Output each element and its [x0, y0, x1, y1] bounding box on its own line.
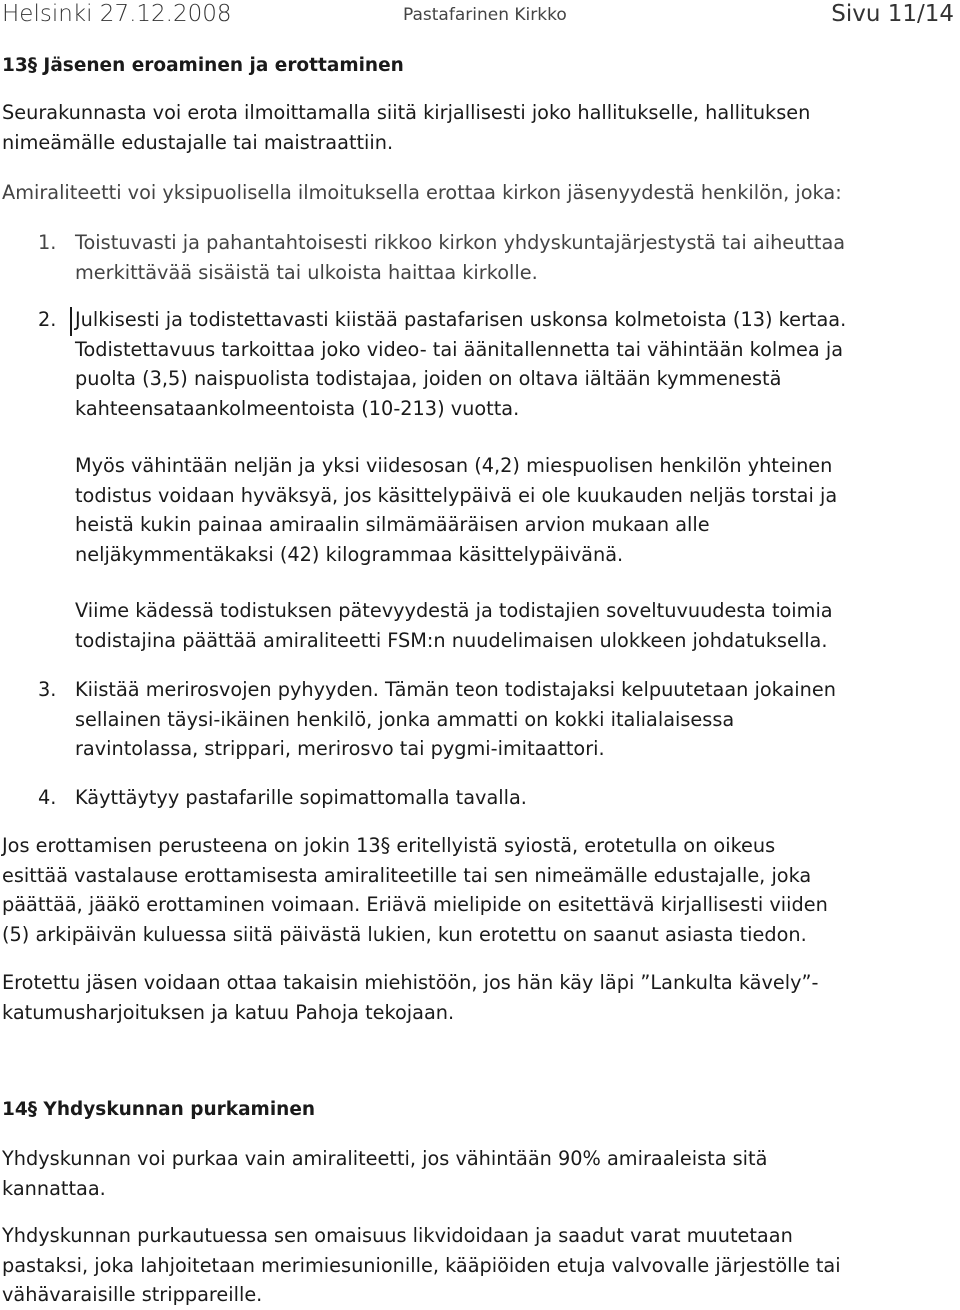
- section-13-paragraph-1: Seurakunnasta voi erota ilmoittamalla siitä kirjallisesti joko hallitukselle, hallituksen nimeämälle edustajalle tai maistraattiin.: [2, 101, 811, 154]
- text-cursor-mark: [70, 307, 72, 336]
- list-item-4-text: Käyttäytyy pastafarille sopimattomalla tavalla.: [75, 786, 527, 809]
- section-13-paragraph-2: Amiraliteetti voi yksipuolisella ilmoituksella erottaa kirkon jäsenyydestä henkilön, joka:: [2, 181, 842, 204]
- list-item-2-number: 2.: [38, 308, 57, 331]
- list-item-4-number: 4.: [38, 786, 57, 809]
- section-13-paragraph-4: Erotettu jäsen voidaan ottaa takaisin miehistöön, jos hän käy läpi ”Lankulta kävely”- katumusharjoituksen ja katuu Pahoja tekojaan.: [2, 971, 819, 1024]
- list-item-2-paragraph-3: Viime kädessä todistuksen pätevyydestä ja todistajien soveltuvuudesta toimia todistajina päättää amiraliteetti FSM:n nuudelimaisen ulokkeen johdatuksella.: [75, 599, 833, 652]
- section-14-paragraph-1: Yhdyskunnan voi purkaa vain amiraliteetti, jos vähintään 90% amiraaleista sitä kannattaa.: [2, 1147, 768, 1200]
- section-14-paragraph-2: Yhdyskunnan purkautuessa sen omaisuus likvidoidaan ja saadut varat muutetaan pastaksi, joka lahjoitetaan merimiesunionille, kääpiöiden etuja valvovalle järjestölle tai vähävaraisille strippareille.: [2, 1224, 841, 1306]
- list-item-2-paragraph-2: Myös vähintään neljän ja yksi viidesosan (4,2) miespuolisen henkilön yhteinen todistus voidaan hyväksyä, jos käsittelypäivä ei ole kuukauden neljäs torstai ja heistä kukin painaa amiraalin silmämääräisen arvion mukaan alle neljäkymmentäkaksi (42) kilogrammaa käsittelypäivänä.: [75, 454, 838, 566]
- section-14-title: 14§ Yhdyskunnan purkaminen: [2, 1099, 316, 1120]
- header-date: Helsinki 27.12.2008: [2, 1, 232, 27]
- page-header: [0, 0, 958, 30]
- list-item-2-text: Julkisesti ja todistettavasti kiistää pastafarisen uskonsa kolmetoista (13) kertaa. Todistettavuus tarkoittaa joko video- tai äänitallennetta tai vähintään kolmea ja puolta (3,5) naispuolista todistajaa, joiden on oltava iältään kymmenestä kahteensataankolmeentoista (10-213) vuotta.: [75, 308, 847, 420]
- list-item-3-text: Kiistää merirosvojen pyhyyden. Tämän teon todistajaksi kelpuutetaan jokainen sellainen täysi-ikäinen henkilö, jonka ammatti on kokki italialaisessa ravintolassa, strippari, merirosvo tai pygmi-imitaattori.: [75, 678, 836, 760]
- section-13-paragraph-3: Jos erottamisen perusteena on jokin 13§ eritellyistä syiostä, erotetulla on oikeus esittää vastalause erottamisesta amiraliteetille tai sen nimeämälle edustajalle, joka päättää, jääkö erottaminen voimaan. Eriävä mielipide on esitettävä kirjallisesti viiden (5) arkipäivän kuluessa siitä päivästä lukien, kun erotettu on saanut asiasta tiedon.: [2, 834, 828, 946]
- list-item-1-text: Toistuvasti ja pahantahtoisesti rikkoo kirkon yhdyskuntajärjestystä tai aiheuttaa merkittävää sisäistä tai ulkoista haittaa kirkolle.: [75, 231, 846, 284]
- list-item-3-number: 3.: [38, 678, 57, 701]
- list-item-1-number: 1.: [38, 231, 57, 254]
- header-page-number: Sivu 11/14: [831, 1, 954, 27]
- header-organization: Pastafarinen Kirkko: [403, 5, 567, 25]
- section-13-title: 13§ Jäsenen eroaminen ja erottaminen: [2, 55, 404, 76]
